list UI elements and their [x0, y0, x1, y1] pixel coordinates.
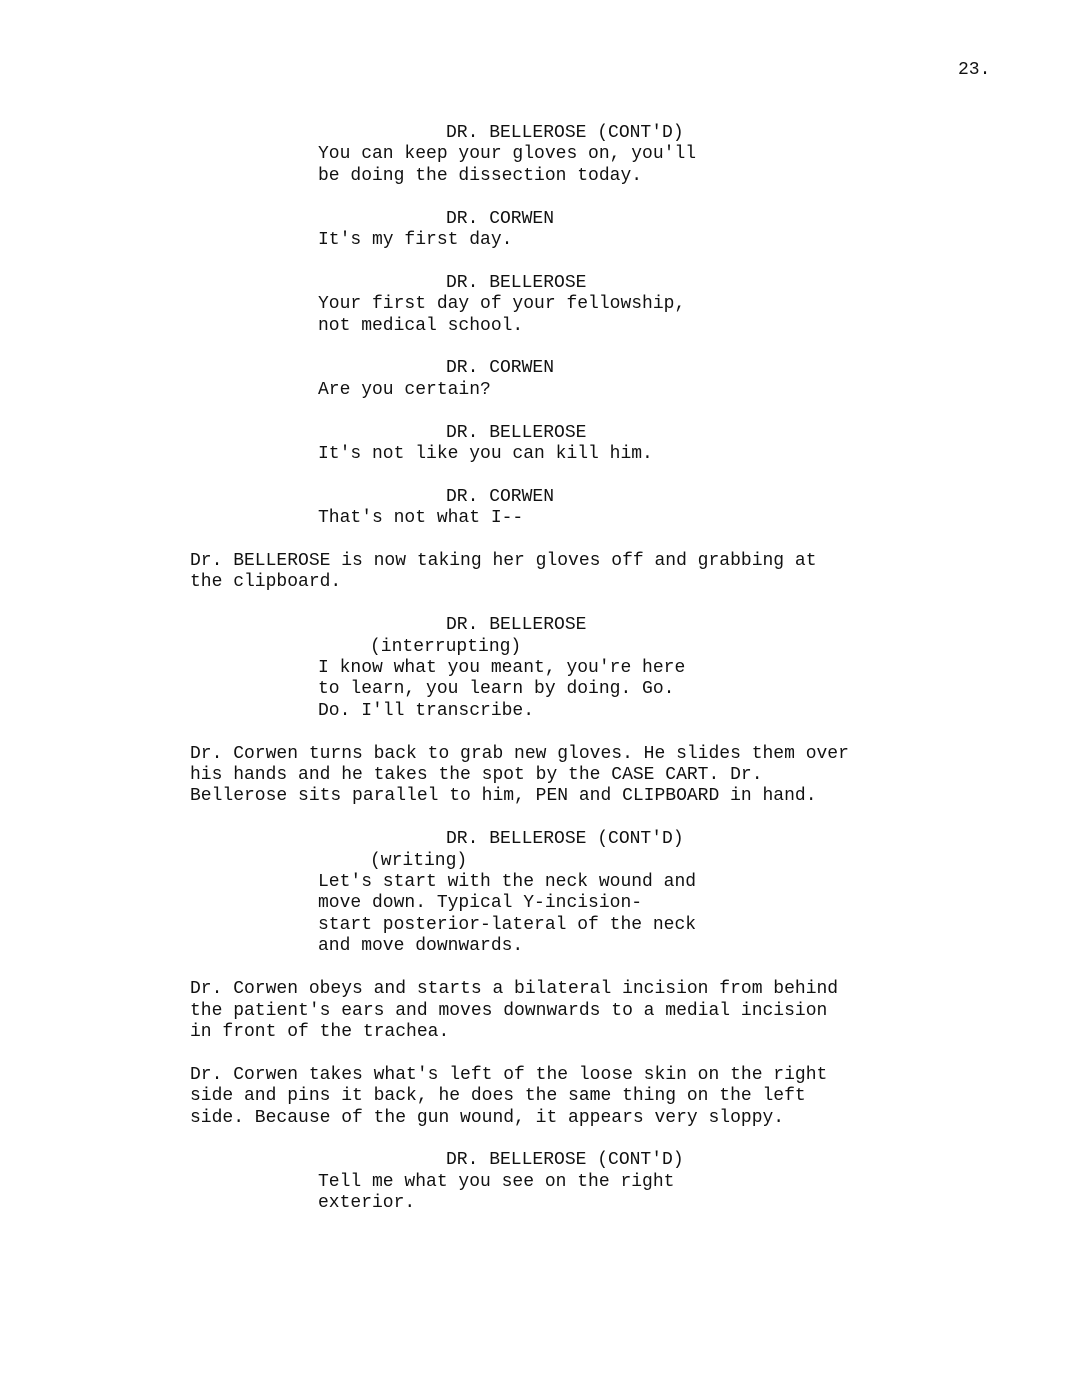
action-line: the patient's ears and moves downwards to a medial incision: [190, 1000, 828, 1021]
dialogue-block: [0, 230, 1084, 251]
action-line: the clipboard.: [190, 572, 342, 593]
action-block: [0, 551, 1084, 594]
dialogue-block: [0, 380, 1084, 401]
dialogue-line: That's not what I--: [318, 508, 524, 529]
parenthetical: (writing): [370, 850, 468, 871]
dialogue-block: [0, 508, 1084, 529]
dialogue-line: to learn, you learn by doing. Go.: [318, 679, 675, 700]
block-spacer: [0, 187, 1084, 208]
block-spacer: [0, 958, 1084, 979]
character-cue: DR. BELLEROSE: [446, 615, 587, 636]
character-cue: DR. BELLEROSE (CONT'D): [446, 1150, 684, 1171]
dialogue-line: It's my first day.: [318, 230, 513, 251]
action-line: Dr. Corwen obeys and starts a bilateral incision from behind: [190, 979, 839, 1000]
page-number: 23.: [958, 60, 991, 80]
character-cue: DR. BELLEROSE (CONT'D): [446, 123, 684, 143]
dialogue-line: Do. I'll transcribe.: [318, 700, 535, 721]
block-spacer: [0, 1043, 1084, 1064]
dialogue-line: Tell me what you see on the right: [318, 1171, 675, 1192]
block-spacer: [0, 594, 1084, 615]
dialogue-line: I know what you meant, you're here: [318, 658, 686, 679]
block-spacer: [0, 337, 1084, 358]
dialogue-line: It's not like you can kill him.: [318, 444, 653, 465]
dialogue-block: [0, 658, 1084, 722]
action-line: side and pins it back, he does the same thing on the left: [190, 1086, 806, 1107]
character-cue: DR. BELLEROSE: [446, 422, 587, 443]
dialogue-line: Let's start with the neck wound and: [318, 872, 697, 893]
dialogue-block: [0, 444, 1084, 465]
block-spacer: [0, 401, 1084, 422]
action-line: in front of the trachea.: [190, 1021, 450, 1042]
block-spacer: [0, 530, 1084, 551]
action-line: Dr. Corwen turns back to grab new gloves. He slides them over: [190, 743, 849, 764]
block-spacer: [0, 808, 1084, 829]
character-cue: DR. CORWEN: [446, 208, 555, 229]
character-cue: DR. CORWEN: [446, 358, 555, 379]
character-cue: DR. BELLEROSE: [446, 272, 587, 293]
parenthetical: (interrupting): [370, 636, 522, 657]
dialogue-line: You can keep your gloves on, you'll: [318, 144, 697, 165]
action-block: [0, 744, 1084, 808]
dialogue-line: Are you certain?: [318, 379, 491, 400]
dialogue-block: [0, 144, 1084, 187]
character-cue: DR. CORWEN: [446, 486, 555, 507]
character-cue: DR. BELLEROSE (CONT'D): [446, 829, 684, 850]
dialogue-line: start posterior-lateral of the neck: [318, 914, 697, 935]
dialogue-line: Your first day of your fellowship,: [318, 294, 686, 315]
dialogue-block: [0, 1172, 1084, 1215]
block-spacer: [0, 251, 1084, 272]
dialogue-line: not medical school.: [318, 315, 524, 336]
action-line: Bellerose sits parallel to him, PEN and CLIPBOARD in hand.: [190, 786, 817, 807]
block-spacer: [0, 465, 1084, 486]
action-block: [0, 979, 1084, 1043]
dialogue-line: be doing the dissection today.: [318, 165, 643, 186]
action-block: [0, 1065, 1084, 1129]
action-line: Dr. Corwen takes what's left of the loose skin on the right: [190, 1064, 828, 1085]
block-spacer: [0, 722, 1084, 743]
screenplay-body: [0, 123, 1084, 1215]
dialogue-line: move down. Typical Y-incision-: [318, 893, 643, 914]
dialogue-line: and move downwards.: [318, 936, 524, 957]
dialogue-block: [0, 294, 1084, 337]
action-line: Dr. BELLEROSE is now taking her gloves off and grabbing at: [190, 551, 817, 572]
dialogue-block: [0, 872, 1084, 958]
action-line: his hands and he takes the spot by the CASE CART. Dr.: [190, 765, 763, 786]
dialogue-line: exterior.: [318, 1193, 416, 1214]
action-line: side. Because of the gun wound, it appears very sloppy.: [190, 1107, 785, 1128]
block-spacer: [0, 1129, 1084, 1150]
